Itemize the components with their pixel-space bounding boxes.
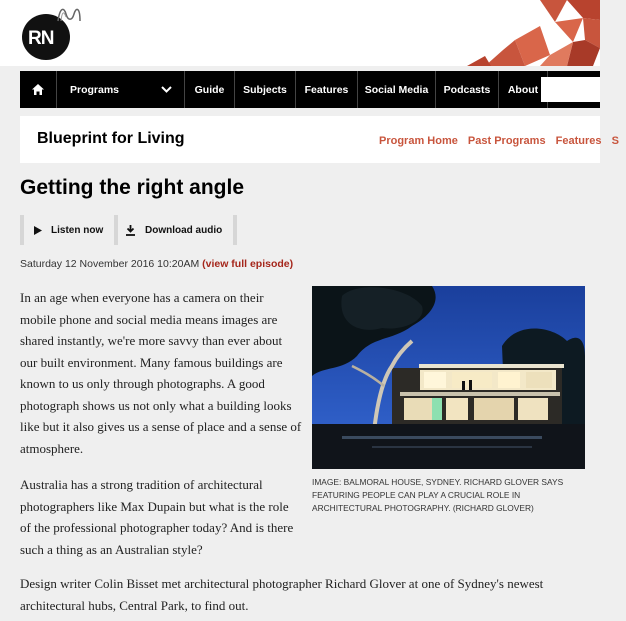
download-audio-button[interactable] [114,215,233,245]
past-programs-link[interactable]: Past Programs [467,135,546,147]
search-input[interactable] [541,77,600,102]
nav-item-features[interactable] [296,71,358,108]
program-home-link[interactable]: Program Home [379,135,458,147]
nav-home-button[interactable] [20,71,57,108]
features-link[interactable]: Features [555,135,602,147]
truncated-link[interactable]: S [611,135,619,147]
listen-now-button[interactable] [20,215,112,245]
balmoral-house-photo [312,286,585,469]
nav-programs-dropdown[interactable] [57,71,185,108]
main-navigation [20,71,600,108]
download-icon [125,225,136,236]
chevron-down-icon [161,86,172,93]
nav-item-subjects[interactable] [235,71,296,108]
site-header [0,0,600,66]
nav-item-subjects-label: Subjects [243,83,287,96]
nav-item-guide-label: Guide [194,83,225,96]
abc-wave-icon [56,5,82,23]
header-polygon-decoration [455,0,600,66]
article-paragraph-1: In an age when everyone has a camera on their mobile phone and social media means images are shared instantly, we're more savvy than ever about our built environment. Many famous buildings are known to us only through photographs. A good photograph shows us not only what a building looks like but it also gives us a sense of place and a sense of atmosphere. [20,290,302,456]
nav-item-features-label: Features [304,83,349,96]
nav-item-social-media[interactable] [358,71,436,108]
article-paragraph-2: Australia has a strong tradition of architectural photographers like Max Dupain but what is the role of the professional photographer today? And is there such a thing as an Australian style? [20,477,294,557]
nav-item-social-media-label: Social Media [364,83,429,96]
listen-now-label: Listen now [51,224,104,236]
article-headline: Getting the right angle [20,176,244,199]
program-bar [20,116,619,163]
image-caption: IMAGE: BALMORAL HOUSE, SYDNEY. RICHARD GLOVER SAYS FEATURING PEOPLE CAN PLAY A CRUCIAL ROLE IN ARCHITECTURAL PHOTOGRAPHY. (RICHARD GLOVER) [312,477,564,513]
nav-item-podcasts[interactable] [436,71,499,108]
play-icon [34,226,42,235]
nav-item-about-label: About [507,83,539,96]
audio-divider [233,215,237,245]
program-links [379,135,626,147]
nav-item-programs-label: Programs [70,83,120,96]
article-date: Saturday 12 November 2016 10:20AM [20,258,200,270]
view-full-episode-link[interactable]: (view full episode) [202,258,294,270]
article-dateline [20,258,293,270]
home-icon [31,83,45,96]
program-title[interactable]: Blueprint for Living [37,130,185,147]
article-paragraph-3: Design writer Colin Bisset met architectural photographer Richard Glover at one of Sydney's newest architectural hubs, Central Park, to find out. [20,576,544,613]
nav-item-podcasts-label: Podcasts [443,83,491,96]
nav-item-guide[interactable] [185,71,235,108]
logo-text: RN [28,28,54,49]
article-image[interactable] [312,286,585,469]
download-audio-label: Download audio [145,224,223,236]
